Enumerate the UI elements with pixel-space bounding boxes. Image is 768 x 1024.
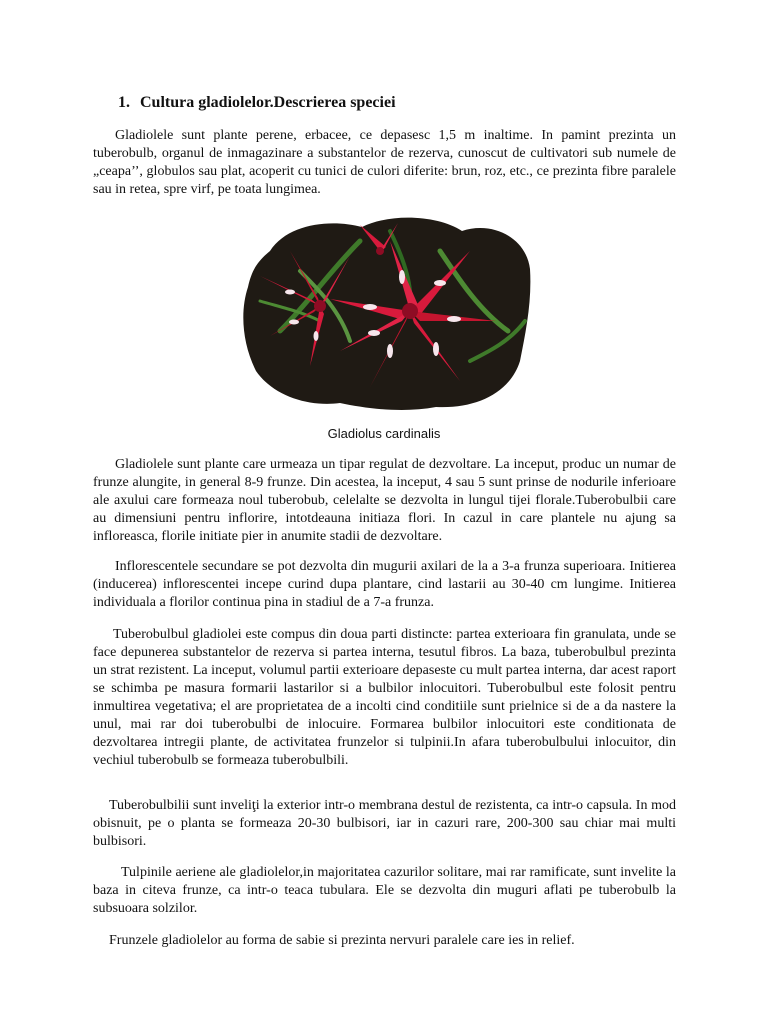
paragraph-4: Tuberobulbul gladiolei este compus din doua parti distincte: partea exterioara fin granulata, unde se face depunerea substantelor de rezerva si partea interna, tesutul fibros. La baza, tuberobulbul prezinta un strat rezistent. La inceput, volumul partii exterioare depaseste cu mult partea interna, dar acest raport se schimba pe masura formarii lastarilor si a bulbilor inlocuitori. Tuberobulbul este folosit pentru inmultirea vegetativa; el are proprietatea de a incolti cind conditiile sunt prielnice si de a da nastere la unul, mai rar doi tuberobulbi de inlocuire. Formarea bulbilor inlocuitori este conditionata de dezvoltarea intregii plante, de activitatea frunzelor si tulpinii.In afara tuberobulbului inlocuitor, din vechiul tuberobulb se formeaza tuberobulbili. — [93, 627, 676, 768]
paragraph-7: Frunzele gladiolelor au forma de sabie si prezinta nervuri paralele care ies in relief. — [109, 933, 575, 948]
paragraph-1: Gladiolele sunt plante perene, erbacee, ce depasesc 1,5 m inaltime. In pamint prezinta un tuberobulb, organul de inmagazinare a substantelor de rezerva, cunoscut de cultivatori sub numele de „ceapa’’, globulos sau plat, acoperit cu tunici de culori diferite: brun, roz, etc., ce prezinta fibre paralele sau in retea, spre virf, pe toata lungimea. — [93, 128, 676, 197]
flower-illustration — [240, 211, 532, 413]
section-heading — [118, 93, 396, 113]
figure-caption: Gladiolus cardinalis — [327, 426, 441, 441]
section-title: Cultura gladiolelor.Descrierea speciei — [140, 94, 396, 111]
paragraph-6: Tulpinile aeriene ale gladiolelor,in majoritatea cazurilor solitare, mai rar ramificate, sunt invelite la baza in citeva frunze, ca intr-o teaca tubulara. Ele se dezvolta din muguri aflati pe tuberobulb la subsuoara solzilor. — [93, 865, 676, 916]
gladiolus-photo — [240, 211, 532, 413]
paragraph-3: Inflorescentele secundare se pot dezvolta din mugurii axilari de la a 3-a frunza superioara. Initierea (inducerea) inflorescentei incepe curind dupa plantare, cind lastarii au 30-40 cm lungime. Initierea individuala a florilor continua pina in stadiul de a 7-a frunza. — [93, 559, 676, 610]
paragraph-2: Gladiolele sunt plante care urmeaza un tipar regulat de dezvoltare. La inceput, produc un numar de frunze alungite, in general 8-9 frunze. Din acestea, la inceput, 4 sau 5 sunt prinse de nodurile inferioare ale axului care formeaza noul tuberobub, celelalte se dezvolta in lungul tijei florale.Tuberobulbii care au dimensiuni pentru inflorire, intotdeauna initiaza flori. In cazul in care plantele nu ajung sa infloreasca, florile initiate pier in anumite stadii de dezvoltare. — [93, 457, 676, 544]
paragraph-5: Tuberobulbilii sunt inveliţi la exterior intr-o membrana destul de rezistenta, ca intr-o capsula. In mod obisnuit, pe o planta se formeaza 20-30 bulbisori, iar in cazuri rare, 200-300 sau chiar mai multi bulbisori. — [93, 798, 676, 849]
section-number: 1. — [118, 94, 130, 111]
